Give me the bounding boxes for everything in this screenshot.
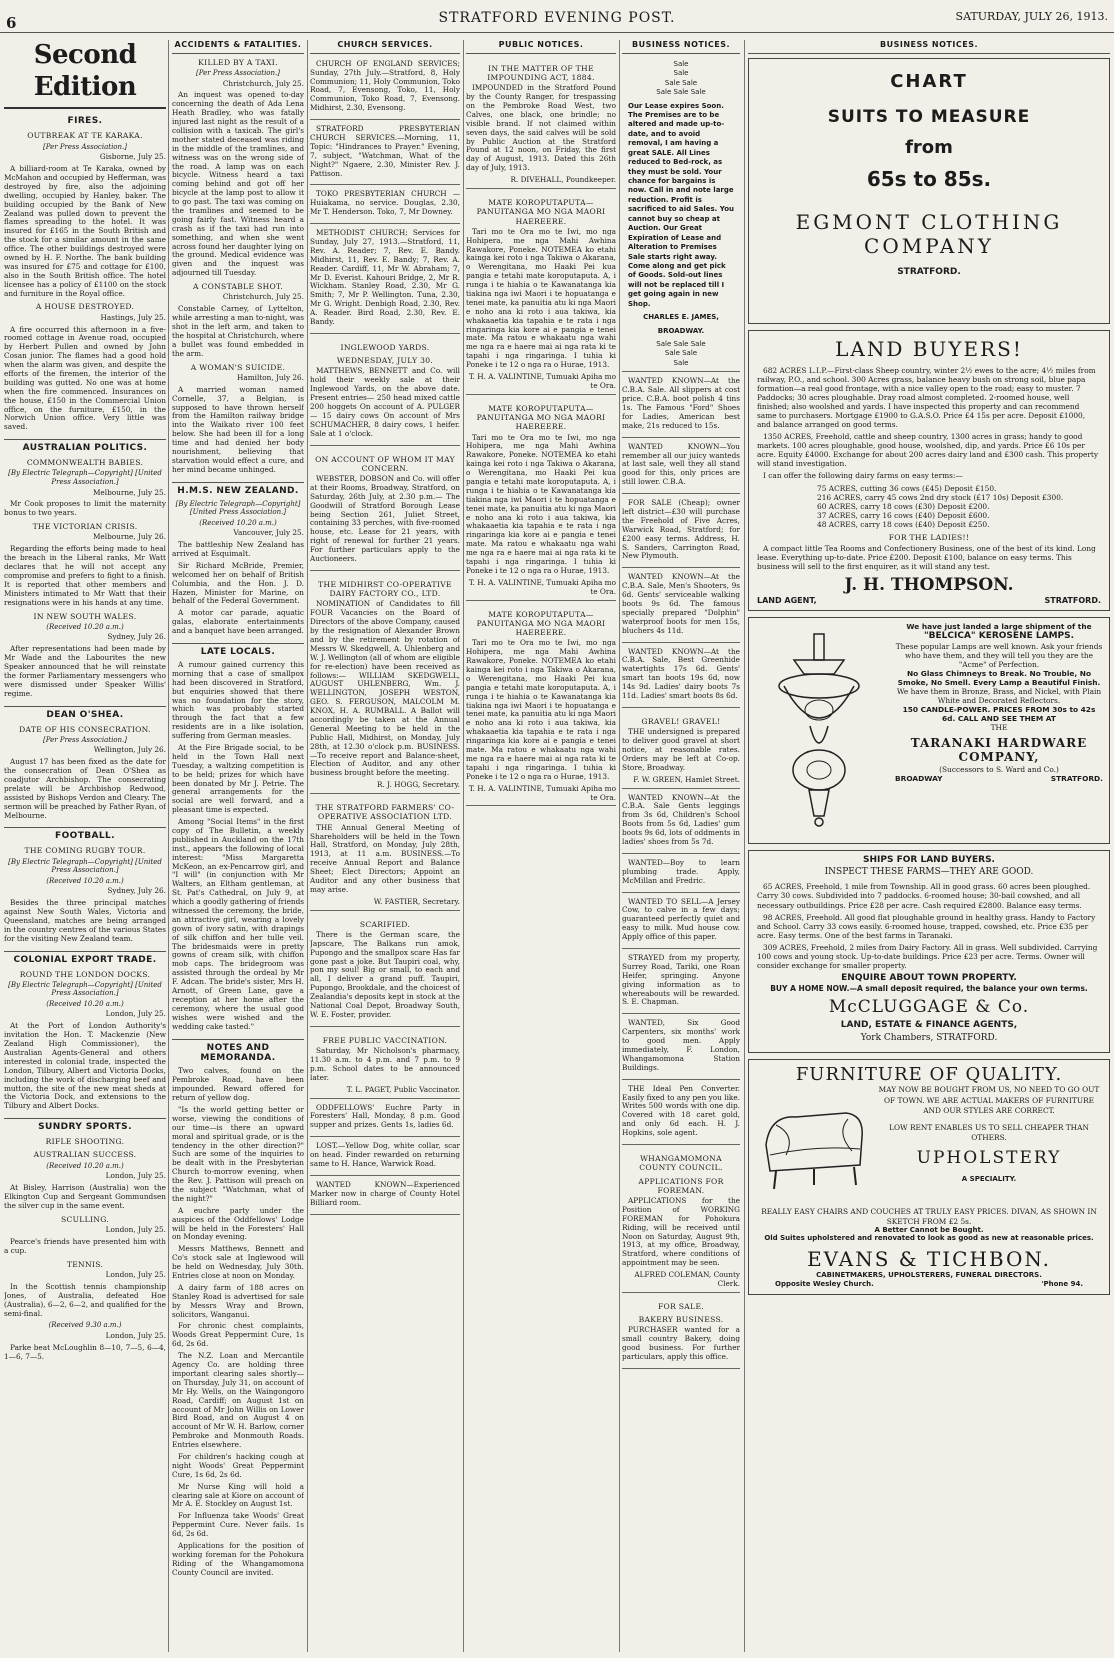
ad-line: Old Suites upholstered and renovated to look as good as new at reasonable prices. xyxy=(764,1234,1094,1243)
agent-town: STRATFORD. xyxy=(1044,595,1101,605)
received-line: (Received 10.20 a.m.) xyxy=(199,518,277,527)
notice xyxy=(622,792,740,854)
column-news-2 xyxy=(172,40,304,1652)
notice-text: APPLICATIONS for the Position of WORKING FOREMAN for Pohokura Riding, will be received until Noon on Saturday, August 9th, 1913, at my office, Broadway, Stratford, where conditions of appointment may be seen. xyxy=(622,1196,740,1268)
article-paragraph: At the Fire Brigade social, to be held in the Town Hall next Tuesday, a waltzing competition is to be held; prizes for which have been donated by Mr J. Petrie. The general arrangements for the social are well forward, and a pleasant time is expected. xyxy=(172,743,304,815)
ad-line: A Better Cannot be Bought. xyxy=(874,1225,984,1234)
ad-title: FURNITURE OF QUALITY. xyxy=(795,1063,1063,1085)
notice-text: PURCHASER wanted for a small country Bakery, doing good business. For further particulars, apply this office. xyxy=(622,1325,740,1362)
notice-text: Tari mo te Ora mo te Iwi, mo nga Hohipera, me nga Mahi Awhina Rawakore, Poneke. NOTEMEA ko etahi kainga kei roto i nga Takiwa o Akarana, o Werengitana, mo Haaki Pei kua pangia e tetahi mate koroputaputa. A, i runga i te hiahia o te Kawanatanga kia tiakina nga iwi Maori i te hopuatanga e tenei mate, ka panuitia atu ki nga Maori e noho ana ki roto i aua takiwa, kia whakaaetia kia tapahia e te rata i nga ringaringa kia kore ai e pangia e tenei mate. Ma ratou e whakaatu nga wahi me nga ra e haere mai ai nga rata ki te tapahi i nga ringaringa. I tuhia ki Poneke i te 12 o nga ra o Hurae, 1913. xyxy=(466,638,616,781)
notice-text: There is the German scare, the Japscare, The Balkans run amok, Pupongo and the smallpox scare Has far gone past a joke. But Taupiri coal, why, pon my soul! Big or small, to each and all, I deliver a grand puff. Taupiri, Pupongo, Brookdale, and the choicest of Zealandia's deposits kept in stock at the National Coal Depot, Broadway South, W. E. Foster, provider. xyxy=(310,929,460,1019)
notice-heading: THE STRATFORD FARMERS' CO-OPERATIVE ASSOCIATION LTD. xyxy=(315,803,455,822)
furniture-text xyxy=(875,1085,1103,1207)
notice-text: MATTHEWS, BENNETT and Co. will hold their weekly sale at their Inglewood Yards, on the above date. Present entries— 250 head mixed cattle 200 hoggets On account of A. PULGER— 15 dairy cows On account of Mrs SCHUMACHER, 8 dairy cows, 1 heifer. Sale at 1 o'clock. xyxy=(310,366,460,438)
sale-word: Sale xyxy=(664,78,680,87)
article-paragraph: For chronic chest complaints, Woods Great Peppermint Cure, 1s 6d, 2s 6d. xyxy=(172,1321,304,1349)
column-rule xyxy=(307,40,308,1652)
received-line: (Received 9.30 a.m.) xyxy=(48,1321,122,1330)
ad-line: 65s to 85s. xyxy=(866,167,992,192)
article-paragraph: A fire occurred this afternoon in a five-roomed cottage in Avenue road, occupied by Herbert Pullen and owned by John Cosan junior. The flames had a good hold when the alarm was given, and despite the efforts of the firemen, the interior of the building was gutted. No one was at home when the fire commenced. Insurances on the house, £150 in the Commercial Union office, on the furniture, £150, in the Norwich Union office. Very little was saved. xyxy=(4,324,166,432)
article-paragraph: Constable Carney, of Lyttelton, while arresting a man to-night, was shot in the left arm, and taken to the hospital at Christchurch, where a bullet was found embedded in the arm. xyxy=(172,304,304,358)
dateline: Sydney, July 26. xyxy=(107,632,166,642)
ad-title: SHIPS FOR LAND BUYERS. xyxy=(863,854,995,865)
notice-heading: MATE KOROPUTAPUTA—PANUITANGA MO NGA MAORI HAEREERE. xyxy=(476,609,606,638)
signature: T. L. PAGET, Public Vaccinator. xyxy=(346,1084,460,1094)
sale-name: CHARLES E. JAMES, xyxy=(643,313,719,322)
received-line: (Received 10.20 a.m.) xyxy=(46,622,124,631)
ad-line: We have just landed a large shipment of the xyxy=(906,621,1092,631)
subheading: THE VICTORIAN CRISIS. xyxy=(32,522,138,532)
notice-heading: FREE PUBLIC VACCINATION. xyxy=(322,1035,448,1045)
notice xyxy=(622,1148,740,1293)
credit-line: [By Electric Telegraph—Copyright] [United Press Association.] xyxy=(175,499,301,517)
dateline: London, July 25. xyxy=(105,1171,166,1181)
dateline: Vancouver, July 25. xyxy=(233,528,304,538)
signature: T. H. A. VALINTINE, Tumuaki Apiha mo te Ora. xyxy=(468,783,616,802)
firm-address: York Chambers, STRATFORD. xyxy=(860,1032,998,1043)
sale-word: Sale xyxy=(690,88,706,97)
notice-text: FOR SALE (Cheap); owner left district—£30 will purchase the Freehold of Five Acres, Warwick Road, Stratford; for £200 easy terms. Address, H. S. Sanders, Carrington Road, New Plymouth. xyxy=(622,498,740,561)
notice xyxy=(466,58,616,189)
column-church-services xyxy=(310,40,460,1652)
ad-line: BUY A HOME NOW.—A small deposit required, the balance your own terms. xyxy=(770,983,1088,993)
masthead xyxy=(0,6,1114,33)
ad-paragraph: 65 ACRES, Freehold, 1 mile from Township. All in good grass. 60 acres been ploughed. Carry 30 cows. Subdivided into 7 paddocks. 6-roomed house; 30-bail cowshed, and all necessary outbuildings. Price £28 per acre. Cash required £2800. Balance easy terms. xyxy=(757,882,1091,910)
ad-paragraph: 309 ACRES, Freehold, 2 miles from Dairy Factory. All in grass. Well subdivided. Carrying 100 cows and young stock. Up-to-date buildings. Price £23 per acre. Terms. Owner will consider exchange for smaller property. xyxy=(757,942,1098,970)
notice xyxy=(622,497,740,568)
notice xyxy=(310,1102,460,1138)
notice xyxy=(310,797,460,911)
heading-hms-new-zealand: H.M.S. NEW ZEALAND. xyxy=(172,482,304,497)
notice-text: WANTED KNOWN—You remember all our juicy wanteds at last sale, well they all stand good for this, only prices are still lower. C.B.A. xyxy=(622,441,740,487)
firm-name: EVANS & TICHBON. xyxy=(807,1246,1051,1271)
column-rule xyxy=(463,40,464,1652)
subheading: A CONSTABLE SHOT. xyxy=(192,282,283,292)
ad-paragraph: 1350 ACRES, Freehold, cattle and sheep country, 1300 acres in grass; handy to good markets. 100 acres ploughable, good house, woolshed, dip, and yards. Price £6 10s per acre. Equity £4000. Exchange for about 200 acres dairy land and £300 cash. This property will stand investigation. xyxy=(757,432,1099,469)
sale-word: Sale xyxy=(673,358,689,367)
column-header: BUSINESS NOTICES. xyxy=(748,40,1110,54)
firm-phone: 'Phone 94. xyxy=(1041,1279,1083,1288)
notice xyxy=(466,604,616,807)
notice xyxy=(622,441,740,494)
notice-text: CHURCH OF ENGLAND SERVICES; Sunday, 27th July.—Stratford, 8, Holy Communion; 11, Holy Communion, Toko Road, 7, Evensong, Toko, 11, Holy Communion, Toko Road, 7, Evensong. Midhirst, 2.30, Evensong. xyxy=(310,58,460,113)
notice-subheading: APPLICATIONS FOR FOREMAN. xyxy=(638,1176,724,1195)
ad-subheading: FOR THE LADIES!! xyxy=(888,532,970,542)
sale-word-pattern xyxy=(622,60,740,98)
sale-body: Our Lease expires Soon. The Premises are to be altered and made up-to-date, and to avoid removal, I am having a great SALE. All Lines reduced to Bed-rock, as they must be sold. Your chance for bargains is now. Call in and note large reduction. Profit is sacrificed to aid Sales. You cannot buy so cheap at Auction. Our Great Expiration of Lease and Alteration to Premises Sale starts right away. Come along and get pick of Goods. Sold-out lines will not be replaced till I get going again in new Shop. xyxy=(628,101,734,308)
column-business-ads xyxy=(748,40,1110,1652)
notice-text: WANTED, Six Good Carpenters, six months' work to good men. Apply immediately, F. London, Whangamomona Station Buildings. xyxy=(622,1018,740,1072)
ad-row xyxy=(755,1085,1103,1207)
subheading: THE COMING RUGBY TOUR. xyxy=(24,846,146,856)
column-business-notices xyxy=(622,40,740,1652)
subheading: SCULLING. xyxy=(60,1214,110,1224)
notice-text: ODDFELLOWS' Euchre Party in Foresters' Hall, Monday, 8 p.m. Good supper and prizes. Gents 1s, ladies 6d. xyxy=(310,1102,460,1130)
article-paragraph: A euchre party under the auspices of the Oddfellows' Lodge will be held in the Foresters' Hall on Monday evening. xyxy=(172,1205,304,1242)
divan-sketch xyxy=(755,1085,875,1207)
sale-word: Sale xyxy=(656,340,672,348)
column-public-notices xyxy=(466,40,616,1652)
notice-heading: THE MIDHIRST CO-OPERATIVE DAIRY FACTORY CO., LTD. xyxy=(318,579,452,599)
subheading: COMMONWEALTH BABIES. xyxy=(26,458,144,468)
article-paragraph: Regarding the efforts being made to heal the breach in the Liberal ranks, Mr Watt declares that he will not accept any compromise and prefers to fight to a finish. It is reported that other members and Ministers intimated to Mr Watt that their resignations were in his hands at any time. xyxy=(4,544,166,607)
article-paragraph: A billiard-room at Te Karaka, owned by McMahon and occupied by Hefferman, was destroyed by fire, also the adjoining dwelling, occupied by Hanley, baker. The building occupied by the Bank of New Zealand was pulled down to prevent the flames spreading to the hotel. It was insured for £165 in the South British and the stock for a similar amount in the same office. The other buildings destroyed were owned by H. F. Northe. The bank building was insured for £75 and cottage for £100, also in the South British office. The hotel licensee has a policy of £1100 on the stock and furniture in the Royal office. xyxy=(4,164,166,298)
heading-australian-politics: AUSTRALIAN POLITICS. xyxy=(4,439,166,454)
chart-suits-advertisement xyxy=(748,58,1110,324)
ad-town: STRATFORD. xyxy=(1050,774,1103,784)
heading-sundry-sports: SUNDRY SPORTS. xyxy=(4,1118,166,1133)
subheading: TENNIS. xyxy=(66,1259,104,1269)
notice-text: Tari mo te Ora mo te Iwi, mo nga Hohipera, me nga Mahi Awhina Rawakore, Poneke. NOTEMEA ko etahi kainga kei roto i nga Takiwa o Akarana, o Werengitana, mo Haaki Pei kua pangia e tetahi mate koroputaputa. A, i runga i te hiahia o te Kawanatanga kia tiakina nga iwi Maori i te hopuatanga e tenei mate, ka panuitia atu ki nga Maori e noho ana ki roto i aua takiwa, kia whakaaetia kia tapahia e te rata i nga ringaringa kia kore ai e pangia e tenei mate. Ma ratou e whakaatu nga wahi me nga ra e haere mai ai nga rata ki te tapahi i nga ringaringa. I tuhia ki Poneke i te 12 o nga ra o Hurae, 1913. xyxy=(466,432,616,575)
ships-land-buyers-advertisement xyxy=(748,850,1110,1053)
column-rule xyxy=(619,40,620,1652)
notice-text: WANTED KNOWN—Experienced Marker now in charge of County Hotel Billiard room. xyxy=(310,1179,460,1207)
agent-line xyxy=(757,596,1101,606)
notice-heading: INGLEWOOD YARDS. xyxy=(340,342,430,352)
ad-subtitle: INSPECT THESE FARMS—THEY ARE GOOD. xyxy=(824,867,1034,878)
ad-line: STRATFORD. xyxy=(897,266,961,277)
notice-text: WANTED KNOWN—At the C.B.A. Sale. All slippers at cost price. C.B.A. boot polish 4 tins 1s. The Famous "Ford" Shoes for Ladies, American best make, 21s reduced to 15s. xyxy=(622,376,740,430)
subheading: OUTBREAK AT TE KARAKA. xyxy=(27,131,143,141)
notice-heading: ON ACCOUNT OF WHOM IT MAY CONCERN. xyxy=(315,454,455,473)
page-number: 6 xyxy=(6,14,17,32)
article-paragraph: A motor car parade, aquatic galas, elaborate entertainments and a banquet have been arranged. xyxy=(172,608,304,636)
dateline: Christchurch, July 25. xyxy=(222,292,304,302)
article-paragraph: Pearce's friends have presented him with a cup. xyxy=(4,1236,166,1255)
hardware-company-name: TARANAKI HARDWARE COMPANY, xyxy=(910,735,1088,765)
article-paragraph: Parke beat McLoughlin 8—10, 7—5, 6—4, 1—6, 7—5. xyxy=(4,1342,166,1361)
notice xyxy=(310,337,460,446)
notice xyxy=(622,952,740,1014)
signature: W. FASTIER, Secretary. xyxy=(373,896,460,906)
article-paragraph: Mr Nurse King will hold a clearing sale at Kiore on account of Mr A. E. Stockley on August 1st. xyxy=(172,1481,304,1509)
notice-text: Saturday, Mr Nicholson's pharmacy, 11.30 a.m. to 4 p.m. and 7 p.m. to 9 p.m. School dates to be announced later. xyxy=(310,1046,460,1082)
sale-word: Sale xyxy=(682,78,698,87)
ad-line: from xyxy=(905,137,953,159)
signature: R. DIVEHALL, Poundkeeper. xyxy=(510,175,616,185)
column-news-1 xyxy=(4,40,166,1652)
notice-heading: GRAVEL! GRAVEL! xyxy=(641,716,721,726)
article-paragraph: After representations had been made by Mr Wade and the Labourites the new Speaker announced that he will reinstate the former Parliamentary messengers who were dismissed under Speaker Willis' regime. xyxy=(4,644,166,698)
notice xyxy=(466,398,616,601)
firm-name: McCLUGGAGE & Co. xyxy=(828,996,1030,1017)
notice-text: NOMINATION of Candidates to fill FOUR Vacancies on the Board of Directors of the above Company, caused by the resignation of Alexander Brown and by the retirement by rotation of Messrs W. Skedgwell, A. Uhlenberg and W. J. Wellington (all of whom are eligible for re-election) have been received as follows:— WILLIAM SKEDGWELL, AUGUST UHLENBERG, Wm. J. WELLINGTON, JOSEPH WESTON, GEO. S. FERGUSON, MALCOLM M. KNOX, H. A. RUMBALL. A Ballot will accordingly be taken at the Annual General Meeting to be held in the Public Hall, Midhirst, on Monday, July 28th, at 12.30 o'clock p.m. BUSINESS.—To receive report and Balance-sheet, Election of Auditor, and any other business brought before the meeting. xyxy=(310,599,460,778)
ad-street: BROADWAY xyxy=(895,774,943,784)
notice-subheading: BAKERY BUSINESS. xyxy=(638,1315,724,1325)
subheading: AUSTRALIAN SUCCESS. xyxy=(33,1150,137,1160)
lamps-text xyxy=(889,618,1109,843)
dateline: London, July 25. xyxy=(105,1330,166,1340)
ad-line: SUITS TO MEASURE xyxy=(827,106,1031,127)
ad-line: "BELCICA" KEROSENE LAMPS. xyxy=(923,630,1075,641)
edition-banner: Second Edition xyxy=(4,40,166,109)
dateline: Wellington, July 26. xyxy=(93,745,166,755)
heading-colonial-export: COLONIAL EXPORT TRADE. xyxy=(4,951,166,966)
ad-line: REALLY EASY CHAIRS AND COUCHES AT TRULY EASY PRICES. DIVAN, AS SHOWN IN SKETCH FROM £2 5s. xyxy=(761,1207,1097,1226)
sale-advertisement xyxy=(622,58,740,373)
signature: F. W. GREEN, Hamlet Street. xyxy=(633,774,740,784)
subheading: KILLED BY A TAXI. xyxy=(198,57,278,67)
heading-late-locals: LATE LOCALS. xyxy=(172,643,304,658)
ad-line: UPHOLSTERY xyxy=(916,1148,1062,1169)
notice xyxy=(622,1017,740,1079)
notice-heading: MATE KOROPUTAPUTA—PANUITANGA MO NGA MAORI HAEREERE. xyxy=(476,198,606,226)
list-item: 60 ACRES, carry 18 cows (£30) Deposit £200. xyxy=(817,501,990,511)
firm-description: CABINETMAKERS, UPHOLSTERERS, FUNERAL DIRECTORS. xyxy=(816,1271,1042,1279)
notice-text: Tari mo te Ora mo te Iwi, mo nga Hohipera, me nga Mahi Awhina Rawakore, Poneke. NOTEMEA ko etahi kainga kei roto i nga Takiwa o Akarana, o Werengitana, mo Haaki Pei kua pangia e tetahi mate koroputaputa. A, i runga i te hiahia o te Kawanatanga kia tiakina nga iwi Maori i te hopuatanga e tenei mate, ka panuitia atu ki nga Maori e noho ana ki roto i aua takiwa, kia whakaaetia kia tapahia e te rata i nga ringaringa kia kore ai e pangia e tenei mate. Ma ratou e whakaatu nga wahi me nga ra e haere mai ai nga rata ki te tapahi i nga ringaringa. I tuhia ki Poneke i te 12 o nga ra o Hurae, 1913. xyxy=(466,226,616,370)
notice xyxy=(310,188,460,224)
notice xyxy=(622,1083,740,1145)
firm-address-line xyxy=(755,1280,1103,1289)
heading-dean-oshea: DEAN O'SHEA. xyxy=(4,706,166,721)
article-paragraph: Applications for the position of working foreman for the Pohokura Riding of the Whangamomona County Council are invited. xyxy=(172,1540,304,1577)
list-item: 216 ACRES, carry 45 cows 2nd dry stock (£17 10s) Deposit £300. xyxy=(817,492,1064,502)
dateline: Christchurch, July 25. xyxy=(222,78,304,88)
kerosene-lamp-illustration xyxy=(749,618,889,843)
agent-name: J. H. THOMPSON. xyxy=(844,575,1014,596)
ad-paragraph: 682 ACRES L.I.P.—First-class Sheep country, winter 2½ ewes to the acre; 4½ miles from railway, P.O., and school. 300 Acres grass, balance heavy bush on strong soil, blue papa formation—a real good frontage, with a nice valley open to the road; easy to muster. 7 Paddocks; 30 acres ploughable. Dray road almost completed. 2-roomed house, well finished; also woolshed and yards. I have inspected this property and can recommend same to purchasers. Mortgage £1900 to G.A.S.O. Price £4 15s per acre. Deposit £1000, and balance arranged on good terms. xyxy=(757,366,1096,430)
credit-line: [Per Press Association.] xyxy=(196,69,280,77)
article-paragraph: In the Scottish tennis championship Jones, of Australia, defeated Hoe (Australia), 6—2, 6—2, and qualified for the semi-final. xyxy=(4,1281,166,1318)
notice-text: STRATFORD PRESBYTERIAN CHURCH SERVICES.—Morning, 11, Topic: "Hindrances to Prayer." Evening, 7, subject, "Watchman, What of the Night?" Ngaere, 2.30, Minister Rev. J. Pattison. xyxy=(310,124,460,178)
notice-text: STRAYED from my property, Surrey Road, Tariki, one Roan Heifer, springing. Anyone giving information as to whereabouts will be rewarded. S. E. Chapman. xyxy=(622,952,740,1007)
notice-text: WANTED TO SELL—A Jersey Cow, to calve in a few days; guaranteed perfectly quiet and easy to milk. Mud house cow. Apply office of this paper. xyxy=(622,896,740,942)
column-header: CHURCH SERVICES. xyxy=(310,40,460,54)
notice-subheading: WEDNESDAY, JULY 30. xyxy=(336,356,434,366)
article-paragraph: Sir Richard McBride, Premier, welcomed her on behalf of British Columbia, and the Hon. J. D. Hazen, Minister for Marine, on behalf of the Federal Government. xyxy=(172,560,304,606)
list-item: 37 ACRES, carry 16 cows (£40) Deposit £600. xyxy=(817,510,990,520)
article-paragraph: At Bisley, Harrison (Australia) won the Elkington Cup and Sergeant Gommundsen the silver cup in the same event. xyxy=(4,1183,166,1210)
ad-line: ENQUIRE ABOUT TOWN PROPERTY. xyxy=(841,972,1017,983)
agent-title: LAND AGENT, xyxy=(757,595,817,605)
subheading: DATE OF HIS CONSECRATION. xyxy=(19,724,151,734)
heading-football: FOOTBALL. xyxy=(4,827,166,842)
notice xyxy=(310,914,460,1027)
signature: R. J. HOGG, Secretary. xyxy=(377,780,460,790)
article-paragraph: Besides the three principal matches against New South Wales, Victoria and Queensland, matches are being arranged in the country centres of the various States for the visiting New Zealand team. xyxy=(4,898,166,943)
notice xyxy=(310,1030,460,1099)
article-paragraph: Among "Social Items" in the first copy of The Bulletin, a weekly published in Auckland on the 17th inst., appears the following of local interest: "Miss Margaretta McKeon, an ex-Pencarrow girl, and "I will" (in conjunction with Mr Walters, an Eltham gentleman, at St. Pat's Cathedral, on July 9, at which a goodly gathering of friends witnessed the ceremony, the bride, an attractive girl, wearing a lovely gown of ivory satin, with drapings of silk chiffon and her tulle veil. The bridesmaids were in pretty gowns of cream silk, with chiffon mob caps. The bridegroom was assisted through the ordeal by Mr F. Adcan. The bride's sister, Mrs H. Arnott, of Green Lane, gave a reception at her home after the ceremony, where the usual good wishes were wished and the wedding cake tasted." xyxy=(172,817,304,1031)
notice-heading: IN THE MATTER OF THE IMPOUNDING ACT, 1884. xyxy=(487,63,595,82)
column-header: BUSINESS NOTICES. xyxy=(622,40,740,54)
credit-line: [By Electric Telegraph—Copyright] [United Press Association.] xyxy=(8,469,162,487)
furniture-advertisement xyxy=(748,1059,1110,1296)
ad-line: 150 CANDLE-POWER. PRICES FROM 30s to 42s 6d. CALL AND SEE THEM AT xyxy=(902,704,1096,723)
dateline: London, July 25. xyxy=(105,1225,166,1235)
subheading: A WOMAN'S SUICIDE. xyxy=(190,362,286,372)
notice xyxy=(310,574,460,794)
column-header: ACCIDENTS & FATALITIES. xyxy=(172,40,304,54)
heading-notes-memoranda: NOTES AND MEMORANDA. xyxy=(172,1039,304,1065)
article-paragraph: A married woman named Cornelle, 37, a Belgian, is supposed to have thrown herself from the Hamilton railway bridge into the Waikato river 100 feet below. She had been ill for a long time and had denied her body nourishment, believing that starvation would effect a cure, and her mind became unhinged. xyxy=(172,384,304,474)
sale-address: BROADWAY. xyxy=(657,326,705,335)
dateline: Gisborne, July 25. xyxy=(99,152,166,162)
notice-text: IMPOUNDED in the Stratford Pound by the County Ranger, for trespassing on the Pembroke Road West, two Calves, one black, one brindle; no visible brand. If not claimed within seven days, the said calves will be sold by Public Auction at the Stratford Pound at 12 noon, on Friday, the first day of August, 1913. Dated this 26th day of July, 1913. xyxy=(466,83,616,173)
article-paragraph: A dairy farm of 188 acres on Stanley Road is advertised for sale by Messrs Wray and Brown, solicitors, Wanganui. xyxy=(172,1282,304,1319)
article-paragraph: Two calves, found on the Pembroke Road, have been impounded. Reward offered for return of yellow dog. xyxy=(172,1066,304,1103)
signature: ALFRED COLEMAN, County Clerk. xyxy=(634,1270,740,1289)
firm-address: Opposite Wesley Church. xyxy=(775,1279,874,1288)
sale-word: Sale xyxy=(673,340,689,348)
lamps-advertisement xyxy=(748,617,1110,844)
notice-text: TOKO PRESBYTERIAN CHURCH —Huiakama, no service. Douglas, 2.30, Mr T. Henderson. Toko, 7, Mr Downey. xyxy=(310,189,460,217)
notice-text: WEBSTER, DOBSON and Co. will offer at their Rooms, Broadway, Stratford, on Saturday, 26th July, at 2.30 p.m.— The Goodwill of Stratford Borough Lease being Section 261, Juliet Street, containing 33 perches, with five-roomed house, etc. Lease for 21 years, with right of renewal for further 21 years. For further particulars apply to the Auctioneers. xyxy=(310,474,460,564)
sale-word-pattern xyxy=(622,340,740,368)
article-paragraph: Mr Cook proposes to limit the maternity bonus to two years. xyxy=(4,499,166,518)
firm-description: LAND, ESTATE & FINANCE AGENTS, xyxy=(840,1019,1018,1030)
notice-text: THE undersigned is prepared to deliver good gravel at short notice, at reasonable rates. Orders may be left at Co-op. Store, Broadway. xyxy=(622,727,740,772)
subheading: RIFLE SHOOTING. xyxy=(45,1137,125,1147)
article-paragraph: Messrs Matthews, Bennett and Co's stock sale at Inglewood will be held on Wednesday, July 30th. Entries close at noon on Monday. xyxy=(172,1244,304,1281)
ad-line: We have them in Bronze, Brass, and Nickel, with Plain White and Decorated Reflectors. xyxy=(896,686,1102,705)
credit-line: [By Electric Telegraph—Copyright] [United Press Association.] xyxy=(8,857,162,875)
ad-line: MAY NOW BE BOUGHT FROM US, NO NEED TO GO OUT OF TOWN. WE ARE ACTUAL MAKERS OF FURNITURE AND OUR STYLES ARE CORRECT. xyxy=(878,1085,1100,1116)
dateline: London, July 25. xyxy=(105,1269,166,1279)
notice-text: LOST.—Yellow Dog, white collar, scar on head. Finder rewarded on returning same to H. Hance, Warwick Road. xyxy=(310,1141,460,1168)
column-rule xyxy=(168,40,169,1652)
notice xyxy=(622,711,740,789)
received-line: (Received 10.20 a.m.) xyxy=(46,999,124,1008)
notice-text: WANTED—Boy to learn plumbing trade. Apply, McMillan and Fredric. xyxy=(622,857,740,885)
dateline: Hastings, July 25. xyxy=(100,312,166,322)
dateline: London, July 25. xyxy=(105,1009,166,1019)
subheading: ROUND THE LONDON DOCKS. xyxy=(19,969,151,979)
ad-title: LAND BUYERS! xyxy=(835,336,1023,361)
article-paragraph: An inquest was opened to-day concerning the death of Ada Lena Heath Bradley, who was fatally injured last night as the result of a collision with a taxicab. The girl's mother stated deceased was riding in the middle of the tramlines, and witness was on the wrong side of the road. A lamp was on each bicycle. Witness heard a taxi coming behind and got off her bicycle at the lamp post to allow it to go past. The taxi was coming on the tramlines and seemed to be going fairly fast. Witness heard a crash as if the taxi had run into something, and when she went across found her daughter lying on the ground. Medical evidence was given and the inquest was adjourned till Tuesday. xyxy=(172,90,304,278)
ad-line: EGMONT CLOTHING COMPANY xyxy=(795,209,1063,259)
dateline: Melbourne, July 26. xyxy=(92,532,166,542)
signature: T. H. A. VALINTINE, Tumuaki Apiha mo te Ora. xyxy=(468,577,616,596)
notice xyxy=(310,227,460,334)
land-buyers-advertisement xyxy=(748,330,1110,611)
issue-date: SATURDAY, JULY 26, 1913. xyxy=(955,10,1108,23)
dateline: Melbourne, July 25. xyxy=(92,487,166,497)
notice-text: WANTED KNOWN—At the C.B.A. Sale, Best Greenhide watertights 17s 6d. Gents' smart tan boots 19s 6d, now 14s 9d. Ladies' dairy boots 7s 11d. Ladies' smart boots 8s 6d. xyxy=(622,646,740,701)
credit-line: [Per Press Association.] xyxy=(43,735,127,744)
article-paragraph: The N.Z. Loan and Mercantile Agency Co. are holding three important clearing sales shortly—on Thursday, July 31, on account of Mr Hy. Wells, on the Waingongoro Road, Cardiff; on August 1st on account of Mr John Willis on Lower Bird Road, and on August 4 on account of Mr W. H. Barlow, corner Pembroke and Monmouth Roads. Entries elsewhere. xyxy=(172,1351,304,1450)
article-paragraph: At the Port of London Authority's invitation the Hon. T. Mackenzie (New Zealand High Commissioner), the Australian Agents-General and others interested in colonial trade, inspected the London, Tilbury, Albert and Victoria Docks, including the work of discharging beef and mutton, the site of the new meat sheds at the Victoria Dock, and extensions to the Tilbury and Albert Docks. xyxy=(4,1021,166,1111)
notice xyxy=(310,1140,460,1176)
received-line: (Received 10.20 a.m.) xyxy=(46,876,124,885)
notice xyxy=(622,646,740,708)
notice xyxy=(310,58,460,120)
notice-text: METHODIST CHURCH; Services for Sunday, July 27, 1913.—Stratford, 11, Rev. A. Reader; 7, Rev. E. Bandy. Midhirst, 11, Rev. E. Bandy; 7, Rev. A. Reader. Cardiff, 11, Mr W. Abraham; 7, Mr D. Everist. Kahouri Bridge, 2, Mr R. Wickham. Stanley Road, 2.30, Mr G. Smith; 7, Mr P. Wellington. Tuna, 2.30, Mr G. Wright. Denbigh Road, 2.30, Rev. A. Reader. Bird Road, 2.30, Rev. E. Bandy. xyxy=(310,228,460,327)
notice xyxy=(622,571,740,642)
credit-line: [By Electric Telegraph—Copyright] [United Press Association.] xyxy=(8,980,162,998)
credit-line: [Per Press Association.] xyxy=(43,142,127,151)
notice xyxy=(622,896,740,949)
dateline: Sydney, July 26. xyxy=(107,886,166,896)
ad-line: THE xyxy=(990,722,1008,732)
sale-word: Sale xyxy=(682,349,698,358)
notice-heading: FOR SALE. xyxy=(657,1301,704,1311)
notice-text: WANTED KNOWN—At the C.B.A. Sale, Men's Shooters, 9s 6d. Gents' serviceable walking boots 9s 6d. The famous specially prepared "Dolphin" waterproof boots for men 15s, bluchers 4s 11d. xyxy=(622,572,740,635)
notice-heading: WHANGAMOMONA COUNTY COUNCIL. xyxy=(639,1154,723,1173)
ad-line: (Successors to S. Ward and Co.) xyxy=(939,765,1059,775)
ad-paragraph: I can offer the following dairy farms on easy terms:— xyxy=(763,471,963,481)
notice-text: THE Annual General Meeting of Shareholders will be held in the Town Hall, Stratford, on Monday, July 28th, 1913, at 11 a.m. BUSINESS.—To receive Annual Report and Balance Sheet; Elect Directors; Appoint an Auditor and any other business that may arise. xyxy=(310,822,460,894)
notice xyxy=(622,1296,740,1369)
ad-line: LOW RENT ENABLES US TO SELL CHEAPER THAN OTHERS. xyxy=(889,1122,1089,1142)
article-paragraph: For children's hacking cough at night Woods' Great Peppermint Cure, 1s 6d, 2s 6d. xyxy=(172,1451,304,1479)
dateline: Hamilton, July 26. xyxy=(237,372,304,382)
list-item: 48 ACRES, carry 18 cows (£40) Deposit £250. xyxy=(817,519,990,529)
article-paragraph: For Influenza take Woods' Great Peppermint Cure. Never fails. 1s 6d, 2s 6d. xyxy=(172,1511,304,1539)
paper-title: STRATFORD EVENING POST. xyxy=(438,10,676,26)
sale-word: Sale xyxy=(664,349,680,358)
farm-list xyxy=(817,484,1101,529)
notice-heading: SCARIFIED. xyxy=(359,919,411,929)
notice xyxy=(622,857,740,893)
notice xyxy=(310,1179,460,1215)
ad-paragraph: 98 ACRES, Freehold. All good flat ploughable ground in healthy grass. Handy to Factory and School. Carry 33 cows easily. 6-roomed house, trapped, cowshed, etc. Price £35 per acre. Easy terms. One of the best farms in Taranaki. xyxy=(757,912,1096,940)
sale-word: Sale xyxy=(690,340,706,348)
ad-paragraph: A compact little Tea Rooms and Confectionery Business, one of the best of its kind. Long lease. Everything up-to-date. Price £200. Deposit £100, balance on easy terms. This business will sell to the first enquirer, as it will stand any test. xyxy=(757,543,1096,571)
notice xyxy=(310,449,460,571)
notice xyxy=(622,375,740,437)
ad-line: These popular Lamps are well known. Ask your friends who have them, and they will tell you they are the "Acme" of Perfection. xyxy=(895,641,1103,669)
notice-text: THE Ideal Pen Converter. Easily fixed to any pen you like. Writes 500 words with one dip. Covered with 18 caret gold, and only 6d each. H. J. Hopkins, sole agent. xyxy=(622,1083,740,1138)
signature: T. H. A. VALINTINE, Tumuaki Apiha mo te Ora. xyxy=(468,372,616,390)
received-line: (Received 10.20 a.m.) xyxy=(46,1161,124,1170)
column-rule xyxy=(744,40,745,1652)
sale-word: Sale xyxy=(673,59,689,68)
article-paragraph: August 17 has been fixed as the date for the consecration of Dean O'Shea as coadjutor Archbishop. The consecrating prelate will be Archbishop Redwood, assisted by Bishops Verdon and Cleary. The sermon will be preached by Father Ryan, of Melbourne. xyxy=(4,757,166,820)
ad-line: A SPECIALITY. xyxy=(961,1175,1017,1184)
subheading: A HOUSE DESTROYED. xyxy=(35,302,135,312)
notice-heading: MATE KOROPUTAPUTA—PANUITANGA MO NGA MAORI HAEREERE. xyxy=(476,403,606,432)
sale-word: Sale xyxy=(656,88,672,97)
ad-line: CHART xyxy=(890,70,968,92)
subheading: IN NEW SOUTH WALES. xyxy=(33,611,137,621)
article-paragraph: A rumour gained currency this morning that a case of smallpox had been discovered in Stratford, but enquiries showed that there was no foundation for the story, which was probably started through the fact that a few residents are in a like isolation, suffering from German measles. xyxy=(172,659,304,741)
notice xyxy=(310,123,460,185)
sale-word: Sale xyxy=(673,69,689,78)
article-paragraph: The battleship New Zealand has arrived at Esquimalt. xyxy=(172,540,304,558)
column-header: PUBLIC NOTICES. xyxy=(466,40,616,54)
ad-line: No Glass Chimneys to Break. No Trouble, No Smoke, No Smell. Every Lamp a Beautiful Finish. xyxy=(897,668,1101,687)
list-item: 75 ACRES, cutting 36 cows (£45) Deposit £150. xyxy=(817,483,997,493)
notice xyxy=(466,192,616,395)
sale-word: Sale xyxy=(673,88,689,97)
heading-fires: FIRES. xyxy=(67,116,103,127)
notice-text: WANTED KNOWN—At the C.B.A. Sale Gents leggings from 3s 6d, Children's School Boots from 5s 6d, Ladies' gum boots 9s 6d, lots of oddments in ladies' shoes from 5s 7d. xyxy=(622,792,740,846)
ad-address xyxy=(895,774,1103,783)
article-paragraph: "Is the world getting better or worse, viewing the conditions of our time—is there an upward moral and spiritual grade, or is the tendency in the other direction?" Such are some of the inquiries to be dealt with in the Presbyterian Church to-morrow evening, when the Rev. J. Pattison will preach on the subject "Watchman, what of the night?" xyxy=(172,1105,304,1203)
